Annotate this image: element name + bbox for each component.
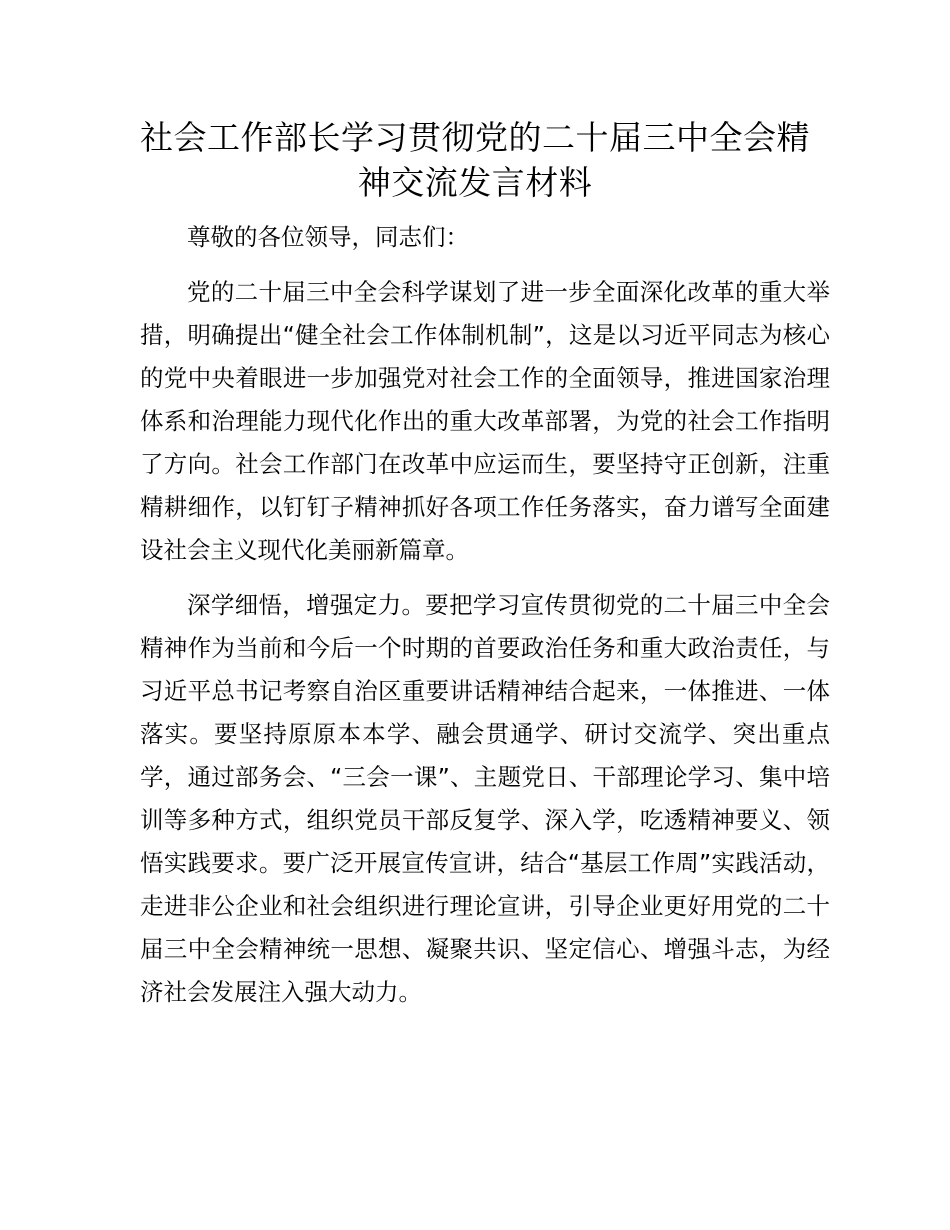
document-body <box>140 216 830 1026</box>
paragraph-1: 党的二十届三中全会科学谋划了进一步全面深化改革的重大举措，明确提出“健全社会工作体制机制”，这是以习近平同志为核心的党中央着眼进一步加强党对社会工作的全面领导，推进国家治理体系和治理能力现代化作出的重大改革部署，为党的社会工作指明了方向。社会工作部门在改革中应运而生，要坚持守正创新，注重精耕细作，以钉钉子精神抓好各项工作任务落实，奋力谱写全面建设社会主义现代化美丽新篇章。 <box>140 278 830 564</box>
document-title: 社会工作部长学习贯彻党的二十届三中全会精神交流发言材料 <box>140 118 810 202</box>
greeting: 尊敬的各位领导，同志们： <box>187 223 469 251</box>
paragraph-2: 深学细悟，增强定力。要把学习宣传贯彻党的二十届三中全会精神作为当前和今后一个时期的首要政治任务和重大政治责任，与习近平总书记考察自治区重要讲话精神结合起来，一体推进、一体落实。要坚持原原本本学、融会贯通学、研讨交流学、突出重点学，通过部务会、“三会一课”、主题党日、干部理论学习、集中培训等多种方式，组织党员干部反复学、深入学，吃透精神要义、领悟实践要求。要广泛开展宣传宣讲，结合“基层工作周”实践活动，走进非公企业和社会组织进行理论宣讲，引导企业更好用党的二十届三中全会精神统一思想、凝聚共识、坚定信心、增强斗志，为经济社会发展注入强大动力。 <box>140 591 830 1006</box>
